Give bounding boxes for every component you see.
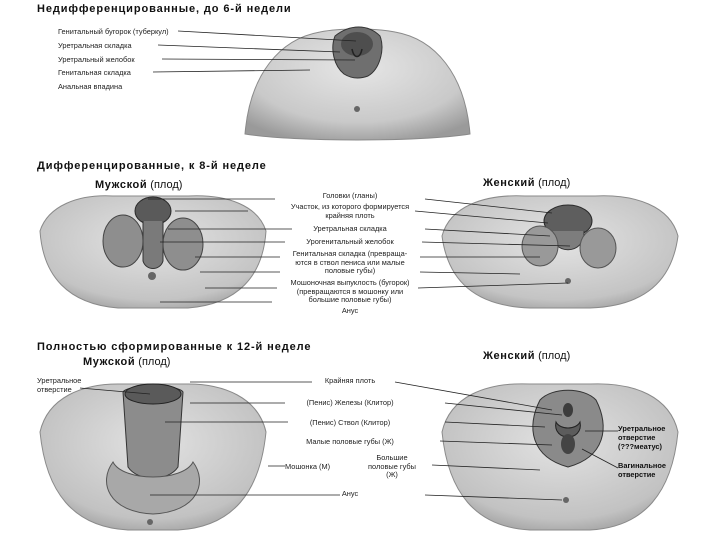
male-12w-illustration: [38, 372, 268, 532]
female-heading-12w-label: Женский: [483, 350, 536, 362]
label-vaginal-opening-line2: отверстие: [618, 470, 656, 479]
label-scrotal-swelling-line2: (превращаются в мошонку или: [296, 286, 404, 296]
undifferentiated-illustration: [240, 14, 475, 144]
female-heading-sub: (плод): [538, 177, 571, 189]
label-urethral-opening-female-line2: отверстие: [618, 433, 656, 442]
label-anal-pit: Анальная впадина: [58, 82, 123, 91]
label-glands-12w: (Пенис) Железы (Клитор): [306, 398, 394, 407]
label-prepuce-12w: Крайняя плоть: [324, 376, 376, 385]
label-urethral-opening-female-line3: (???меатус): [618, 442, 662, 451]
section-2-title: Дифференцированные, к 8-й неделе: [37, 160, 267, 172]
label-genital-fold-8w-line3: половые губы): [324, 266, 376, 276]
label-labia-majora: [352, 454, 432, 480]
label-scrotal-swelling-line1: Мошоночная выпуклость (бугорок): [290, 278, 410, 287]
male-heading-12w: [83, 356, 170, 368]
label-anus-12w: Анус: [341, 489, 359, 498]
label-urethral-opening-male-line2: отверстие: [37, 385, 72, 394]
label-urethral-opening-female-line1: Уретральное: [618, 424, 666, 433]
label-genital-fold: Генитальная складка: [58, 68, 131, 77]
female-12w-illustration: [440, 372, 680, 532]
label-labia-majora-line2: половые губы: [368, 461, 416, 471]
female-8w-illustration: [440, 186, 680, 311]
label-genital-fold-8w-line1: Генитальная складка (превраща-: [292, 249, 408, 258]
label-urethral-opening-female: [618, 424, 665, 451]
male-heading-12w-sub: (плод): [138, 356, 171, 368]
label-vaginal-opening-line1: Вагинальное: [618, 461, 666, 470]
male-heading-12w-label: Мужской: [83, 356, 136, 368]
label-urethral-groove: Уретральный желобок: [58, 55, 135, 64]
male-heading-sub: (плод): [150, 179, 183, 191]
female-heading-12w-sub: (плод): [538, 350, 571, 362]
label-labia-minora: Малые половые губы (Ж): [306, 437, 394, 446]
label-genital-fold-8w-line2: ются в ствол пениса или малые: [295, 257, 405, 267]
label-vaginal-opening: [618, 461, 666, 479]
label-labia-majora-line1: Большие: [376, 453, 408, 462]
label-labia-majora-line3: (Ж): [386, 470, 398, 480]
label-prepuce-area: [270, 203, 430, 220]
label-urethral-fold-8w: Уретральная складка: [313, 224, 387, 233]
label-genital-tubercle: Генитальный бугорок (туберкул): [58, 27, 169, 36]
label-scrotal-swelling: [270, 279, 430, 305]
label-urethral-fold: Уретральная складка: [58, 41, 132, 50]
female-heading-label: Женский: [483, 177, 536, 189]
male-8w-illustration: [38, 186, 268, 311]
female-heading-12w: [483, 350, 570, 362]
section-3-title: Полностью сформированные к 12-й неделе: [37, 341, 312, 353]
label-urethral-opening-male-line1: Уретральное: [37, 376, 82, 385]
label-scrotal-swelling-line3: большие половые губы): [308, 295, 392, 305]
section-1-title: Недифференцированные, до 6-й недели: [37, 3, 292, 15]
label-genital-fold-8w: [270, 250, 430, 276]
label-anus-8w: Анус: [341, 306, 359, 315]
label-prepuce-area-line2: крайняя плоть: [325, 210, 375, 220]
label-scrotum: Мошонка (М): [285, 462, 331, 471]
label-glans: Головки (гланы): [322, 191, 378, 200]
label-prepuce-area-line1: Участок, из которого формируется: [290, 202, 410, 211]
male-heading-label: Мужской: [95, 179, 148, 191]
label-urogenital-groove: Урогенитальный желобок: [306, 237, 394, 246]
label-shaft-12w: (Пенис) Ствол (Клитор): [309, 418, 391, 427]
